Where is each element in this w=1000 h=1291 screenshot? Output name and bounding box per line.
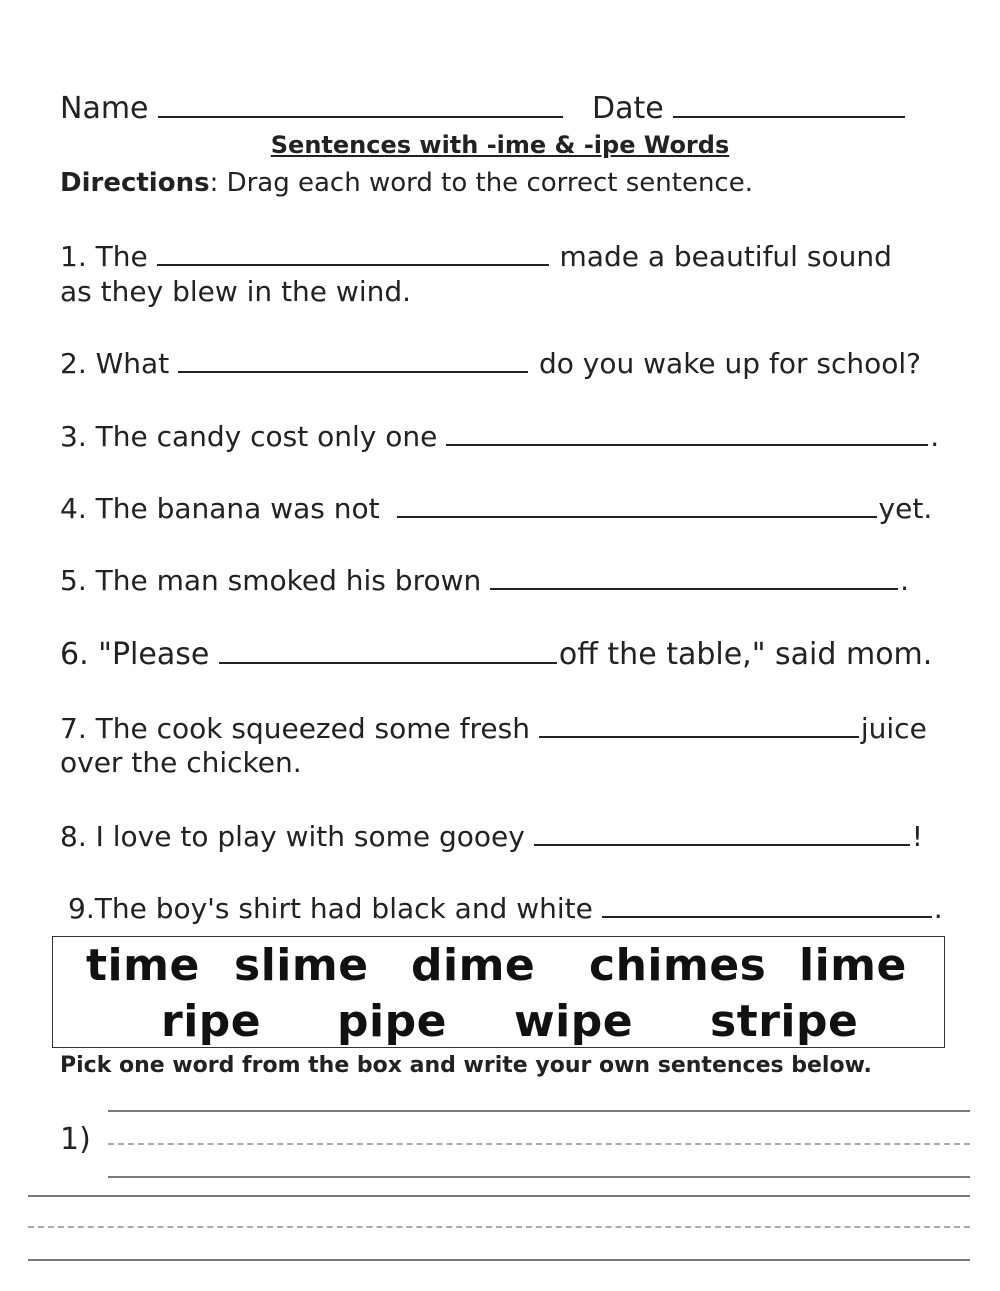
sentence-9-before: 9.The boy's shirt had black and white (68, 892, 593, 925)
sentence-2 (60, 345, 921, 380)
writing-mid-line-1[interactable] (108, 1143, 970, 1145)
sentence-6-before: 6. "Please (60, 637, 210, 672)
name-label: Name (60, 91, 149, 126)
writing-base-line-2[interactable] (28, 1259, 970, 1261)
word-pipe[interactable]: pipe (337, 996, 447, 1047)
writing-base-line-1[interactable] (108, 1176, 970, 1178)
sentence-4 (60, 490, 932, 525)
writing-top-line-2[interactable] (28, 1195, 970, 1197)
sentence-4-before: 4. The banana was not (60, 492, 380, 525)
sentence-5-blank[interactable] (490, 562, 898, 590)
word-stripe[interactable]: stripe (710, 996, 859, 1047)
name-row (60, 90, 565, 126)
page-title: Sentences with -ime & -ipe Words (270, 131, 730, 159)
writing-item-label: 1) (60, 1122, 91, 1157)
sentence-7-after: juice (860, 712, 927, 745)
sentence-9-after: . (933, 892, 943, 925)
word-time[interactable]: time (86, 940, 200, 991)
directions-text: : Drag each word to the correct sentence. (209, 168, 753, 198)
sentence-3 (60, 418, 939, 453)
directions-label: Directions (60, 168, 210, 198)
date-label: Date (592, 91, 664, 126)
word-bank (52, 936, 945, 1048)
sentence-7-before: 7. The cook squeezed some fresh (60, 712, 530, 745)
name-blank[interactable] (158, 90, 563, 118)
sentence-4-blank[interactable] (397, 490, 877, 518)
sentence-1-before: 1. The (60, 240, 148, 273)
sentence-9-blank[interactable] (602, 890, 932, 918)
sentence-9 (68, 890, 943, 925)
sentence-7-blank[interactable] (539, 710, 859, 738)
sentence-7 (60, 710, 927, 745)
sentence-1-after: made a beautiful sound (559, 240, 892, 273)
writing-instruction: Pick one word from the box and write your own sentences below. (60, 1053, 872, 1078)
sentence-2-after: do you wake up for school? (539, 347, 922, 380)
directions (60, 168, 753, 198)
sentence-6-blank[interactable] (219, 636, 557, 664)
sentence-5 (60, 562, 909, 597)
sentence-6 (60, 636, 932, 672)
word-wipe[interactable]: wipe (514, 996, 634, 1047)
sentence-1-blank[interactable] (157, 238, 549, 266)
sentence-5-after: . (900, 564, 910, 597)
sentence-6-after: off the table," said mom. (558, 637, 933, 672)
writing-top-line-1[interactable] (108, 1110, 970, 1112)
sentence-2-blank[interactable] (178, 345, 528, 373)
sentence-4-after: yet. (878, 492, 933, 525)
word-chimes[interactable]: chimes (589, 940, 767, 991)
sentence-5-before: 5. The man smoked his brown (60, 564, 482, 597)
writing-mid-line-2[interactable] (28, 1226, 970, 1228)
sentence-1 (60, 238, 892, 273)
word-lime[interactable]: lime (799, 940, 907, 991)
sentence-3-after: . (930, 420, 940, 453)
sentence-1-line2: as they blew in the wind. (60, 275, 412, 308)
sentence-8-blank[interactable] (534, 818, 910, 846)
sentence-3-blank[interactable] (446, 418, 928, 446)
sentence-2-before: 2. What (60, 347, 170, 380)
sentence-8-before: 8. I love to play with some gooey (60, 820, 525, 853)
sentence-7-line2: over the chicken. (60, 746, 302, 779)
word-dime[interactable]: dime (411, 940, 536, 991)
date-blank[interactable] (673, 90, 905, 118)
word-ripe[interactable]: ripe (161, 996, 262, 1047)
word-slime[interactable]: slime (234, 940, 369, 991)
sentence-8-after: ! (911, 820, 923, 853)
sentence-3-before: 3. The candy cost only one (60, 420, 438, 453)
date-row (592, 90, 907, 126)
sentence-8 (60, 818, 923, 853)
